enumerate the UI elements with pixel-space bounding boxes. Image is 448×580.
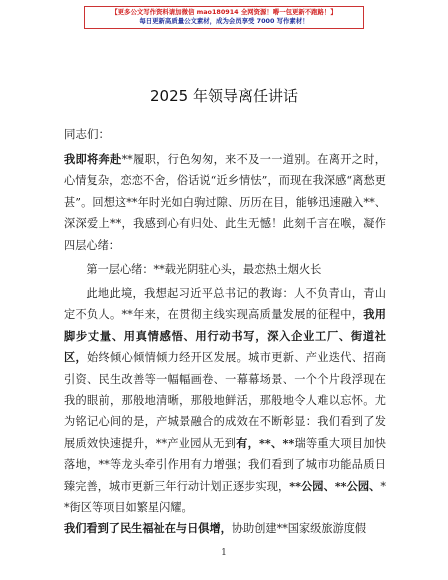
banner-line-1: 【更多公文写作资料请加微信 mao180914 全网资源！嘚一包更新不跑路！】 xyxy=(111,8,337,16)
paragraph-body xyxy=(64,283,386,540)
document-title: 2025 年领导离任讲话 xyxy=(150,87,298,105)
paragraph-1-text: **履职，行色匆匆，来不及一一道别。在离开之时，心情复杂，恋恋不舍，俗话说“近乡情怯”，而现在我深感“离愁更甚”。回想这**年时光如白驹过隙、历历在目，能够迅速融入**、深深爱上**，我感到心有归处、此生无憾！此刻千言在喉，凝作四层心绪： xyxy=(64,153,386,252)
paragraph-1-bold-lead: 我即将奔赴 xyxy=(64,152,122,166)
paragraph-2 xyxy=(64,283,386,518)
promo-banner xyxy=(84,6,364,29)
paragraph-3-bold-lead: 我们看到了民生福祉在与日俱增， xyxy=(64,521,232,536)
paragraph-3 xyxy=(64,518,386,539)
paragraph-3-text: 协助创建**国家级旅游度假 xyxy=(231,522,367,536)
salutation: 同志们： xyxy=(64,127,110,141)
paragraph-2-text-c: 瑞等重大项目加快落地，**等龙头牵引作用有力增强；我们看到了城市功能品质日臻完善，城市更新三年行动计划正逐步实现， xyxy=(64,436,386,493)
paragraph-2-text-a: 此地此境，我想起习近平总书记的教诲：人不负青山，青山定不负人。**年来，在贯彻主线实现高质量发展的征程中， xyxy=(64,287,386,322)
paragraph-2-text-d: **街区等项目如繁星闪耀。 xyxy=(64,479,386,515)
paragraph-2-bold-c: **公园、**公园、 xyxy=(289,478,381,493)
paragraph-1 xyxy=(64,149,386,256)
paragraph-2-bold-b: 有，**、** xyxy=(236,435,295,450)
banner-line-2: 每日更新高质量公文素材，成为会员享受 7000 写作素材！ xyxy=(139,17,309,25)
paragraph-opening xyxy=(64,149,386,256)
paragraph-2-bold-a: 我用脚步丈量、用真情感悟、用行动书写，深入企业工厂、街道社区， xyxy=(64,307,386,365)
section-heading: 第一层心绪：**载光阴驻心头，最恋热土烟火长 xyxy=(86,263,322,276)
paragraph-2-text-b: 始终倾心倾情倾力经开区发展。城市更新、产业迭代、招商引资、民生改善等一幅幅画卷、一幕幕场景、一个个片段浮现在我的眼前，那般地清晰，那般地鲜活，那般地令人难以忘怀。尤为铭记心间的是，产城景融合的成效在不断彰显：我们看到了发展质效快速提升，**产业园从无到 xyxy=(64,351,386,450)
page-number: 1 xyxy=(221,548,227,558)
